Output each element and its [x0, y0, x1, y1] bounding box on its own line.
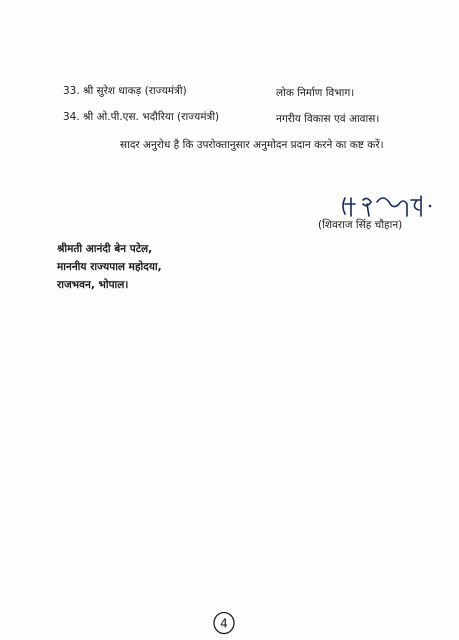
entry-33-department: लोक निर्माण विभाग। [276, 87, 355, 99]
addressee-line-2: माननीय राज्यपाल महोदया, [57, 261, 162, 273]
entry-person: श्री सुरेश धाकड़ (राज्यमंत्री) [83, 85, 187, 97]
addressee-line-3: राजभवन, भोपाल। [57, 279, 129, 291]
page-number-circle [210, 611, 238, 635]
entry-34-name [63, 110, 219, 124]
entry-33-name [63, 84, 187, 98]
signer-name: (शिवराज सिंह चौहान) [318, 219, 403, 231]
page-number: 4 [220, 616, 228, 631]
entry-person: श्री ओ.पी.एस. भदौरिया (राज्यमंत्री) [83, 111, 220, 123]
entry-number: 33. [63, 85, 80, 97]
request-text: सादर अनुरोध है कि उपरोक्तानुसार अनुमोदन प्रदान करने का कष्ट करें। [120, 139, 384, 151]
entry-number: 34. [63, 111, 80, 123]
entry-34-department: नगरीय विकास एवं आवास। [276, 113, 380, 125]
addressee-line-1: श्रीमती आनंदी बेन पटेल, [57, 243, 153, 255]
